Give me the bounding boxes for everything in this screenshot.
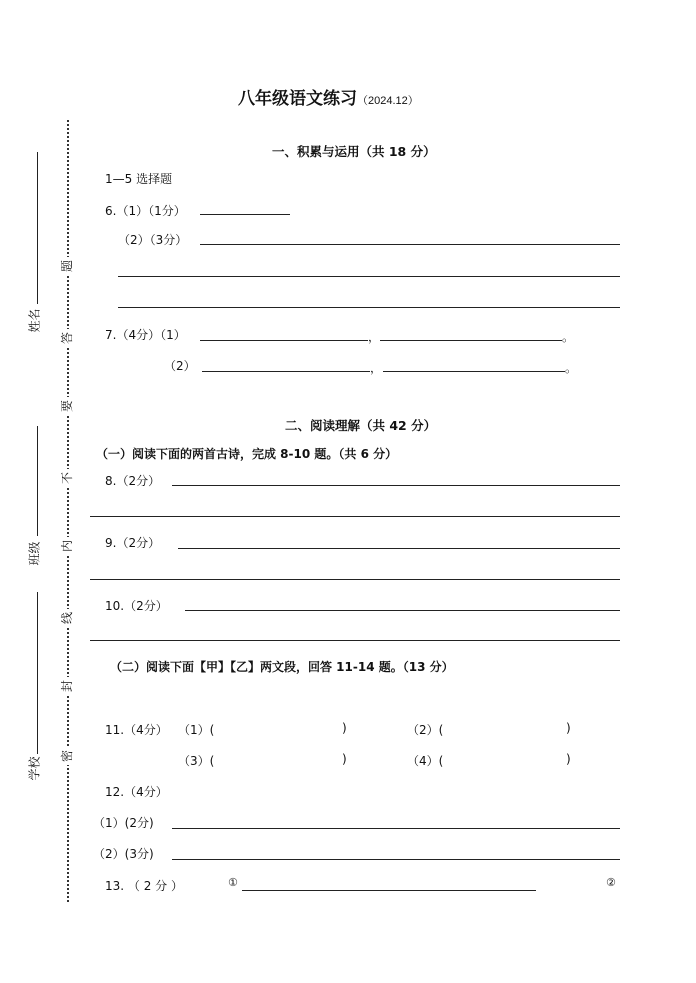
seal-char-2: 答 <box>59 329 75 347</box>
q11-4-close: ) <box>566 752 571 766</box>
title-year: （2024.12） <box>357 95 419 107</box>
q7-1-period: 。 <box>562 330 575 344</box>
q12-2-label: （2）(3分) <box>93 847 154 861</box>
q7-2-answer-line-a[interactable] <box>202 371 370 372</box>
q7-1-label: 7.（4分）（1） <box>105 328 186 342</box>
q6-1-answer-line[interactable] <box>200 214 290 215</box>
seal-char-6: 线 <box>59 609 75 627</box>
q9-answer-line[interactable] <box>90 579 620 580</box>
section1-heading: 一、积累与运用（共 18 分） <box>272 144 436 159</box>
q12-2-answer-line[interactable] <box>172 859 620 860</box>
q11-1-close: ) <box>342 721 347 735</box>
seal-char-4: 不 <box>59 469 75 487</box>
name-underline <box>37 152 38 304</box>
q7-2-label: （2） <box>164 359 196 373</box>
seal-char-5: 内 <box>59 537 75 555</box>
q12-1-label: （1）(2分) <box>93 816 154 830</box>
q7-2-comma: ， <box>370 361 383 375</box>
q11-2-label: （2）( <box>407 723 444 737</box>
q6-2-answer-line[interactable] <box>200 244 620 245</box>
q6-2-label: （2）（3分） <box>118 233 188 247</box>
seal-char-8: 密 <box>59 747 75 765</box>
q7-2-period: 。 <box>565 361 578 375</box>
q10-answer-line[interactable] <box>90 640 620 641</box>
q11-label: 11.（4分） <box>105 723 168 737</box>
q11-4-label: （4）( <box>407 754 444 768</box>
q13-answer-line-1[interactable] <box>242 890 536 891</box>
q6-1-label: 6.（1）（1分） <box>105 204 186 218</box>
school-label: 学校 <box>27 756 42 781</box>
q8-label: 8.（2分） <box>105 474 161 488</box>
q7-1-answer-line-a[interactable] <box>200 340 368 341</box>
q9-answer-line[interactable] <box>178 548 620 549</box>
q10-answer-line[interactable] <box>185 610 620 611</box>
q11-1-label: （1）( <box>178 723 215 737</box>
q10-label: 10.（2分） <box>105 599 168 613</box>
q12-1-answer-line[interactable] <box>172 828 620 829</box>
binding-dotted-line <box>67 120 69 902</box>
q6-2-answer-line[interactable] <box>118 307 620 308</box>
q8-answer-line[interactable] <box>90 516 620 517</box>
q12-label: 12.（4分） <box>105 785 168 799</box>
q9-label: 9.（2分） <box>105 536 161 550</box>
q8-answer-line[interactable] <box>172 485 620 486</box>
q11-3-label: （3）( <box>178 754 215 768</box>
seal-char-1: 题 <box>59 257 75 275</box>
title-text: 八年级语文练习 <box>238 89 357 109</box>
q11-2-close: ) <box>566 721 571 735</box>
class-label: 班级 <box>27 541 42 566</box>
school-underline <box>37 592 38 754</box>
q7-1-comma: ， <box>368 330 381 344</box>
q13-circle-1: ① <box>228 876 238 889</box>
q1-5-label: 1—5 选择题 <box>105 172 173 186</box>
q11-3-close: ) <box>342 752 347 766</box>
section2-heading: 二、阅读理解（共 42 分） <box>285 418 437 433</box>
page-title <box>238 84 419 109</box>
q7-1-answer-line-b[interactable] <box>380 340 562 341</box>
q13-label: 13. （ 2 分 ） <box>105 879 183 893</box>
seal-char-3: 要 <box>59 397 75 415</box>
q13-circle-2: ② <box>606 876 616 889</box>
class-underline <box>37 426 38 536</box>
part2-instruction: （二）阅读下面【甲】【乙】两文段，回答 11-14 题。（13 分） <box>110 660 454 674</box>
part1-instruction: （一）阅读下面的两首古诗，完成 8-10 题。（共 6 分） <box>96 447 398 461</box>
name-label: 姓名 <box>27 308 42 333</box>
q6-2-answer-line[interactable] <box>118 276 620 277</box>
q7-2-answer-line-b[interactable] <box>383 371 565 372</box>
seal-char-7: 封 <box>59 677 75 695</box>
